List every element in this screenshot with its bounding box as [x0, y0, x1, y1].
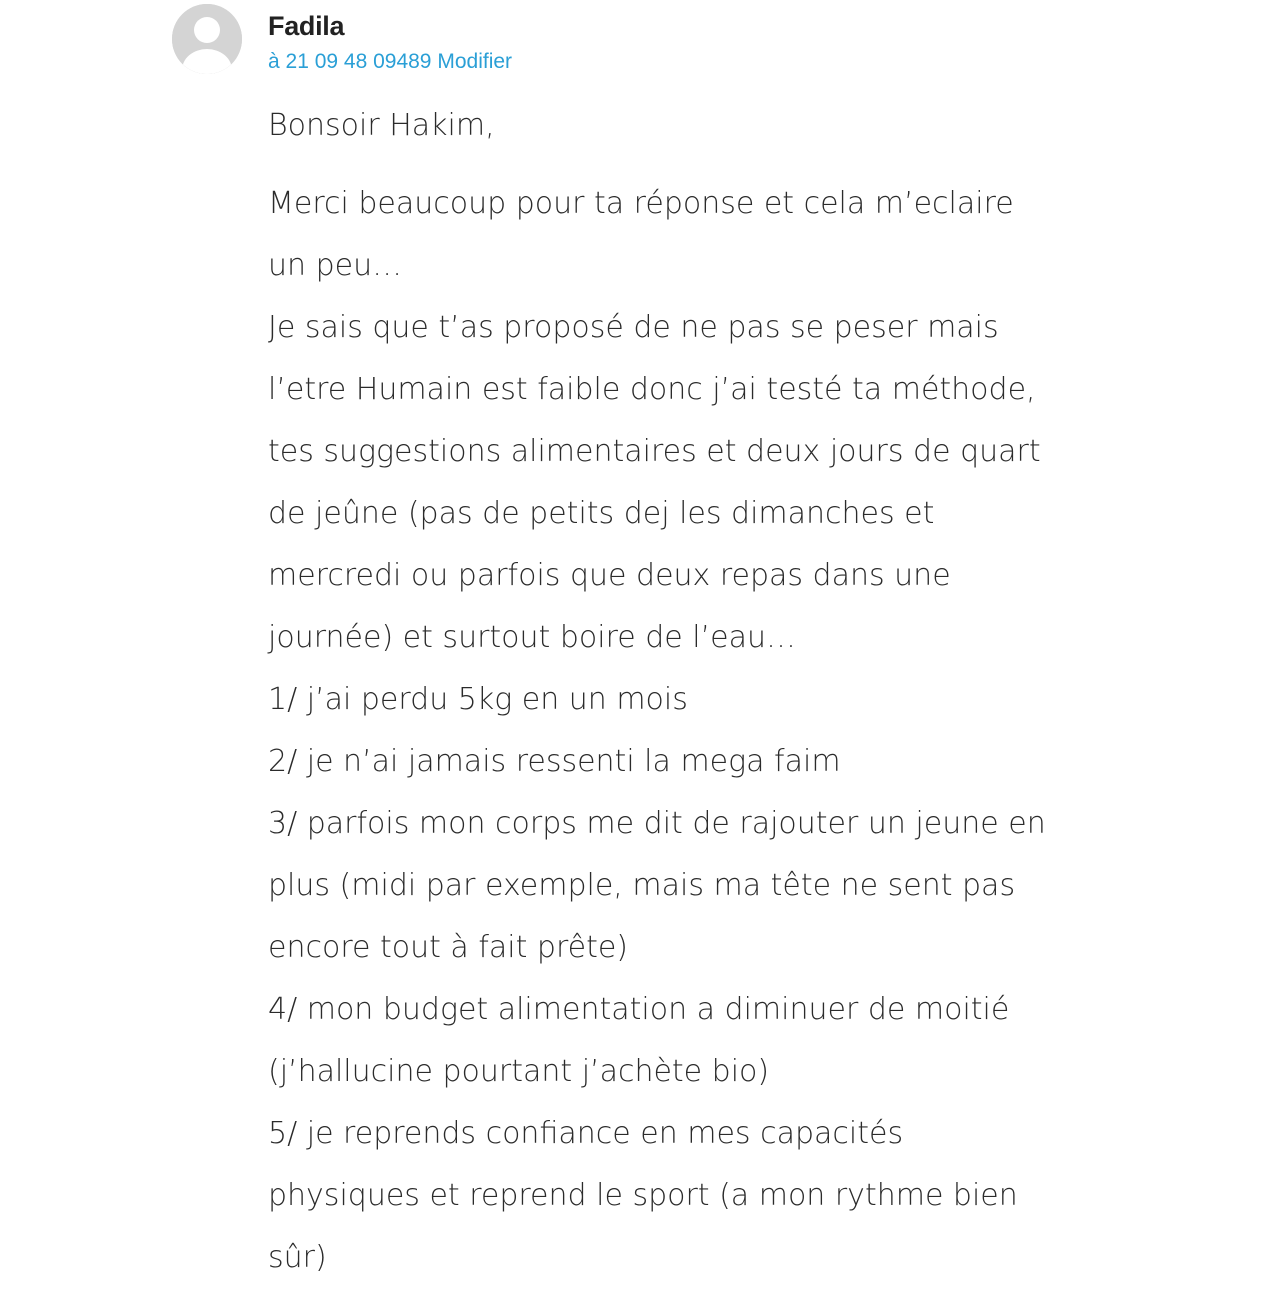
comment-paragraph — [268, 173, 1108, 1289]
comment-greeting: Bonsoir Hakim, — [268, 108, 495, 143]
comment-date-link[interactable]: à 21 09 48 09489 — [268, 50, 432, 73]
comment-line: l’etre Humain est faible donc j’ai testé ta méthode, — [268, 372, 1036, 407]
comment-line: 5/ je reprends confiance en mes capacités — [268, 1116, 904, 1151]
comment-line: un peu… — [268, 248, 403, 283]
comment-line: plus (midi par exemple, mais ma tête ne sent pas — [268, 868, 1016, 903]
comment-line: Je sais que t’as proposé de ne pas se peser mais — [268, 310, 999, 345]
comment-meta — [268, 49, 512, 75]
comment-line: encore tout à fait prête) — [268, 930, 629, 965]
comment-author: Fadila — [268, 11, 345, 41]
comment-line: 1/ j’ai perdu 5kg en un mois — [268, 682, 688, 717]
comment-body — [268, 95, 1108, 1289]
comment-line: 4/ mon budget alimentation a diminuer de moitié — [268, 992, 1010, 1027]
comment-line: de jeûne (pas de petits dej les dimanches et — [268, 496, 935, 531]
edit-comment-link[interactable]: Modifier — [437, 50, 513, 73]
comment-line: 2/ je n’ai jamais ressenti la mega faim — [268, 744, 841, 779]
comment-line: tes suggestions alimentaires et deux jours de quart — [268, 434, 1041, 469]
comment-line: (j’hallucine pourtant j’achète bio) — [268, 1054, 770, 1089]
comment-line: Merci beaucoup pour ta réponse et cela m’eclaire — [268, 186, 1014, 221]
default-user-avatar-icon — [172, 4, 242, 74]
comment-line: physiques et reprend le sport (a mon rythme bien — [268, 1178, 1018, 1213]
comment-line: sûr) — [268, 1240, 327, 1275]
comment-line: mercredi ou parfois que deux repas dans une — [268, 558, 951, 593]
comment-line: 3/ parfois mon corps me dit de rajouter un jeune en — [268, 806, 1046, 841]
comment-line: journée) et surtout boire de l’eau… — [268, 620, 797, 655]
